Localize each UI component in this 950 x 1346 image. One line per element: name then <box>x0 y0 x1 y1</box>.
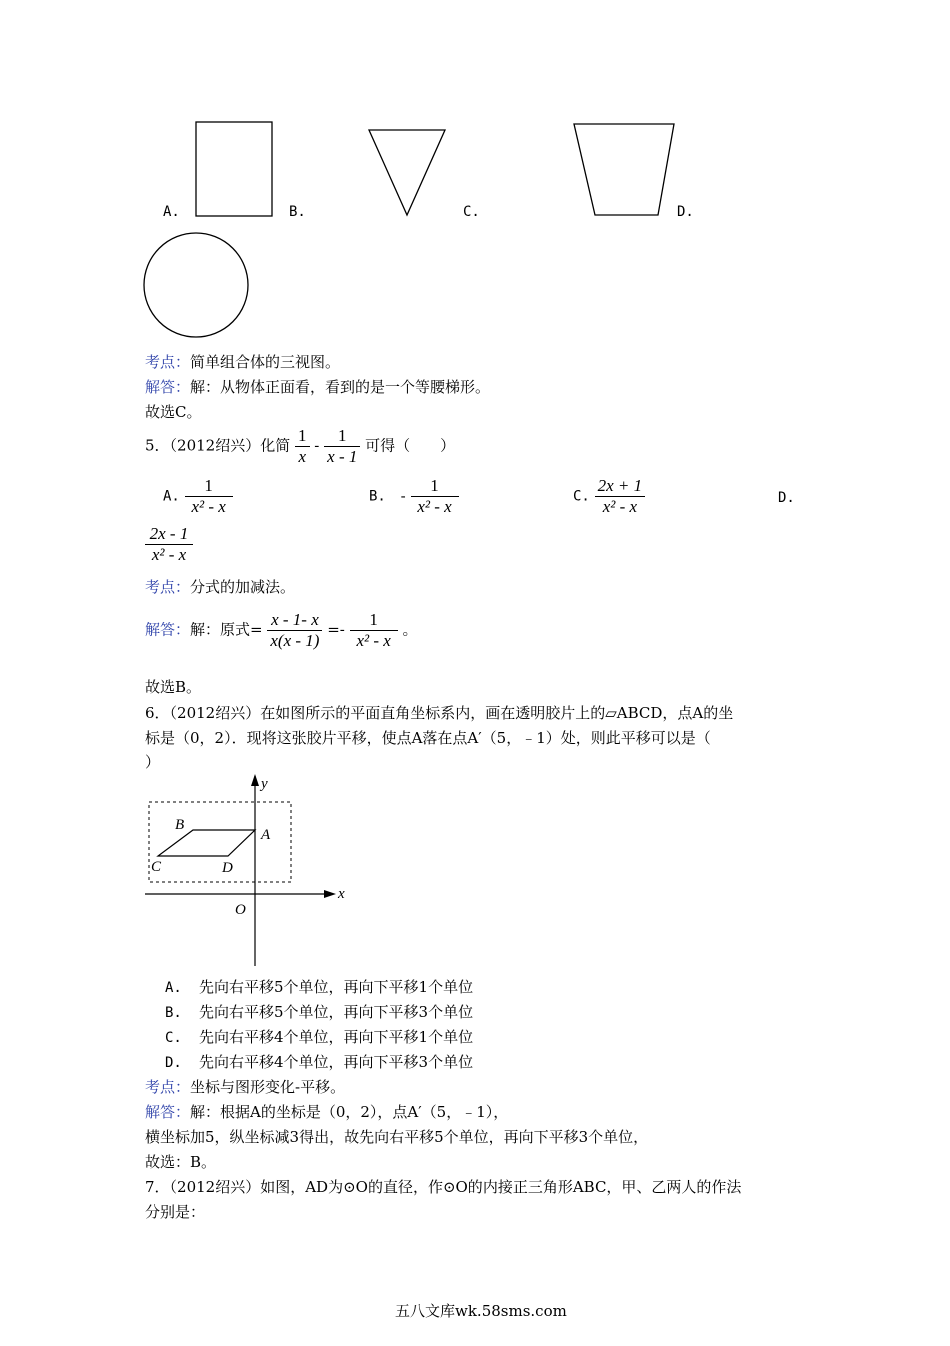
jieda-text: 解：从物体正面看，看到的是一个等腰梯形。 <box>190 378 491 396</box>
q6-option-a <box>165 976 473 997</box>
q5-suffix: 可得（ ） <box>365 436 456 455</box>
q6-kaodian <box>145 1076 345 1097</box>
q7-question-line2: 分别是： <box>145 1203 206 1221</box>
kaodian-text: 分式的加减法。 <box>190 578 296 596</box>
q5-option-a-label: A. <box>163 488 180 505</box>
q7-question-line1 <box>145 1176 741 1197</box>
graph-label-b: B <box>175 817 185 833</box>
graph-label-c: C <box>151 859 162 875</box>
q5-conclusion: 故选B。 <box>145 678 202 696</box>
q5-option-c <box>573 476 645 517</box>
q5-solution-end: 。 <box>402 620 418 639</box>
q5-prefix: （2012绍兴）化简 <box>169 436 291 455</box>
q4-option-a-label: A. <box>163 204 180 220</box>
q6-option-c-text: 先向右平移4个单位，再向下平移1个单位 <box>199 1028 474 1046</box>
kaodian-text: 简单组合体的三视图。 <box>190 353 341 371</box>
q5-option-d-label: D. <box>778 490 795 506</box>
q5-option-b <box>369 476 459 517</box>
q6-conclusion: 故选：B。 <box>145 1153 217 1171</box>
jieda-text: 解：根据A的坐标是（0，2），点A′（5，﹣1）， <box>190 1103 509 1121</box>
q6-option-b-label: B. <box>165 1005 182 1021</box>
q5-kaodian <box>145 576 295 597</box>
q6-jieda <box>145 1101 508 1122</box>
q6-jieda-line2: 横坐标加5，纵坐标减3得出，故先向右平移5个单位，再向下平移3个单位， <box>145 1128 649 1146</box>
q5-solution-result: $\frac{1}{\text{x² - x}}$ <box>350 610 398 651</box>
graph-label-y: y <box>261 776 268 792</box>
q4-option-b-triangle <box>366 127 450 219</box>
q6-option-d <box>165 1051 473 1072</box>
q6-coordinate-graph <box>140 772 370 972</box>
q4-jieda <box>145 376 490 397</box>
q6-option-d-text: 先向右平移4个单位，再向下平移3个单位 <box>199 1053 474 1071</box>
kaodian-label: 考点： <box>145 578 191 596</box>
q6-question-line3: ） <box>145 753 161 771</box>
q4-option-c-label: C. <box>463 204 480 220</box>
q4-option-a-rectangle <box>195 121 275 219</box>
kaodian-label: 考点： <box>145 353 191 371</box>
q5-fraction-2: $\frac{1}{x - 1}$ <box>324 426 360 467</box>
q6-option-b-text: 先向右平移5个单位，再向下平移3个单位 <box>199 1003 474 1021</box>
q7-number: 7． <box>145 1178 170 1196</box>
q5-fraction-1: $\frac{1}{x}$ <box>295 426 310 467</box>
q4-option-d-circle <box>143 232 251 340</box>
q6-line1-text: （2012绍兴）在如图所示的平面直角坐标系内，画在透明胶片上的▱ABCD，点A的坐 <box>169 704 734 722</box>
q4-conclusion: 故选C。 <box>145 403 202 421</box>
jieda-label: 解答： <box>145 1103 191 1121</box>
jieda-label: 解答： <box>145 620 191 639</box>
q5-option-a <box>163 476 233 517</box>
graph-label-x: x <box>338 886 345 902</box>
q5-solution-fraction: $\frac{x - 1- x}{x(x - 1)}$ <box>267 610 322 651</box>
q5-option-c-label: C. <box>573 488 590 505</box>
q6-question-line2: 标是（0，2）．现将这张胶片平移，使点A落在点A′（5，﹣1）处，则此平移可以是（ <box>145 729 711 747</box>
q6-option-c-label: C. <box>165 1030 182 1046</box>
q6-option-b <box>165 1001 473 1022</box>
q5-option-b-sign: - <box>400 486 406 505</box>
page-footer: 五八文库wk.58sms.com <box>395 1302 567 1320</box>
q4-option-b-label: B. <box>289 204 306 220</box>
q4-option-c-trapezoid <box>571 122 677 218</box>
jieda-label: 解答： <box>145 378 191 396</box>
q5-solution-equals: =- <box>327 620 345 639</box>
q6-option-a-text: 先向右平移5个单位，再向下平移1个单位 <box>199 978 474 996</box>
q5-option-d-fraction: $\frac{2x - 1}{\text{x² - x}}$ <box>145 524 193 565</box>
q5-option-b-fraction: $\frac{1}{\text{x² - x}}$ <box>411 476 459 517</box>
q5-question <box>145 426 455 467</box>
q5-minus-sign: - <box>314 436 320 455</box>
jieda-prefix: 解：原式= <box>190 620 263 639</box>
q5-jieda <box>145 610 417 651</box>
q4-option-d-label: D. <box>677 204 694 220</box>
graph-label-d: D <box>222 860 233 876</box>
q6-question-line1 <box>145 702 733 723</box>
kaodian-label: 考点： <box>145 1078 191 1096</box>
q5-option-a-fraction: $\frac{1}{\text{x² - x}}$ <box>185 476 233 517</box>
q6-option-a-label: A. <box>165 980 182 996</box>
q5-number: 5． <box>145 436 170 455</box>
q6-option-c <box>165 1026 473 1047</box>
q4-kaodian <box>145 351 340 372</box>
q6-option-d-label: D. <box>165 1055 182 1071</box>
graph-label-origin: O <box>235 902 246 918</box>
q6-number: 6． <box>145 704 170 722</box>
q7-line1-text: （2012绍兴）如图，AD为⊙O的直径，作⊙O的内接正三角形ABC，甲、乙两人的作法 <box>169 1178 742 1196</box>
q5-option-b-label: B. <box>369 488 386 505</box>
q5-option-c-fraction: $\frac{2x + 1}{\text{x² - x}}$ <box>595 476 646 517</box>
graph-label-a: A <box>261 827 271 843</box>
kaodian-text: 坐标与图形变化-平移。 <box>190 1078 346 1096</box>
